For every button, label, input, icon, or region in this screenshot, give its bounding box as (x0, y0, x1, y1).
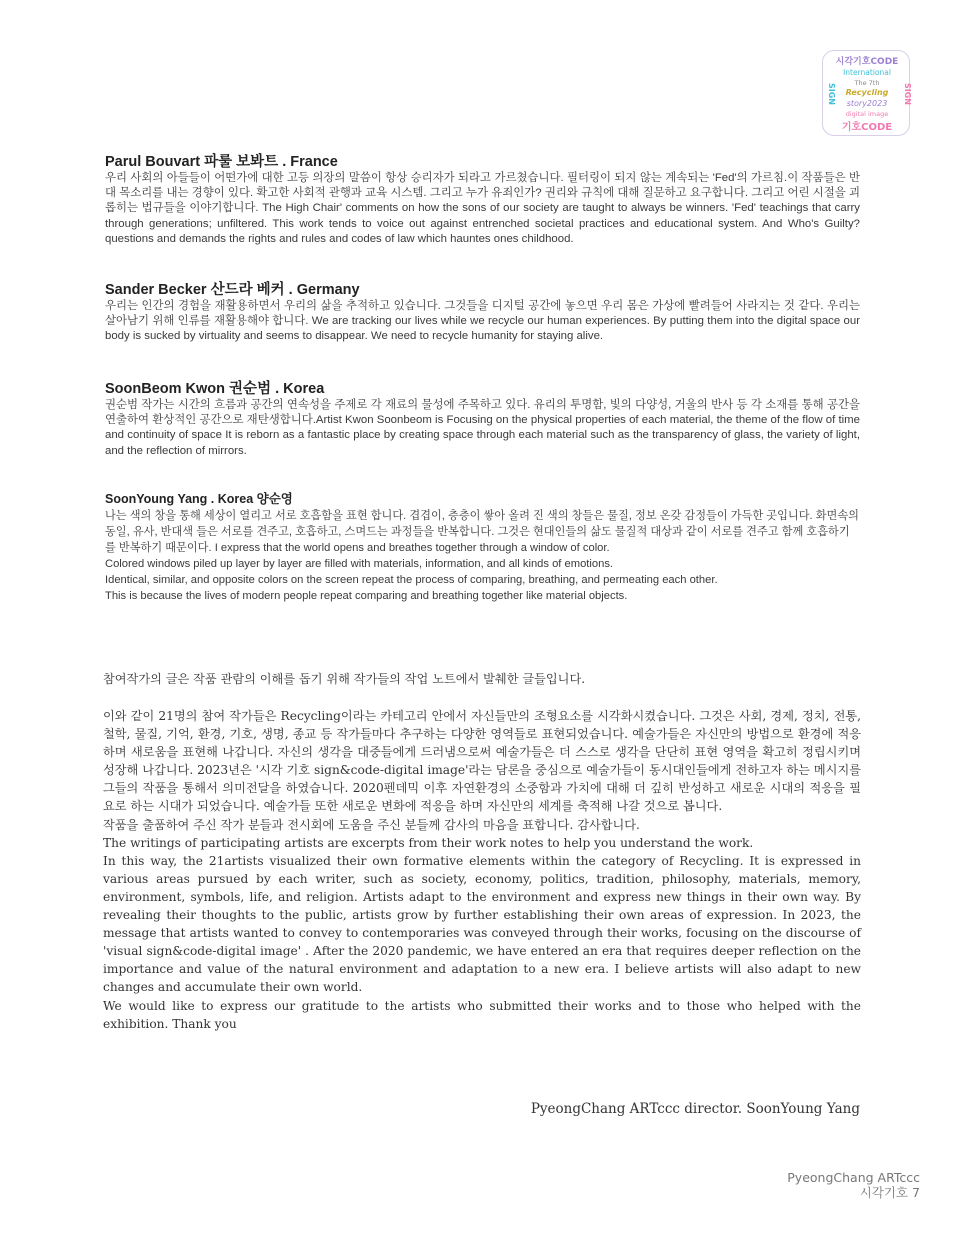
director-signature: PyeongChang ARTccc director. SoonYoung Yang (530, 1101, 860, 1117)
artist-entry-soonyoung (105, 490, 860, 604)
logo-line-6: digital image (845, 110, 889, 118)
logo-line-5: story2023 (846, 99, 888, 108)
artist-entry-parul (105, 153, 860, 247)
page-footer (787, 1170, 920, 1200)
artist-entry-sander (105, 281, 860, 345)
essay-intro (103, 670, 861, 688)
logo-side-right: SIGN (903, 83, 912, 105)
statement-line: Colored windows piled up layer by layer are filled with materials, information, and all kinds of emotions. (105, 558, 614, 570)
essay-korean-thanks: 작품을 출품하여 주신 작가 분들과 전시회에 도움을 주신 분들께 감사의 마음을 표합니다. 감사합니다. (103, 817, 640, 832)
essay-english-intro: The writings of participating artists are excerpts from their work notes to help you understand the work. (103, 835, 754, 850)
exhibition-logo (822, 50, 910, 136)
logo-line-3: The 7th (854, 79, 880, 87)
artist-entry-soonbeom (105, 380, 860, 459)
logo-line-2: International (843, 68, 891, 77)
artist-statement: 우리 사회의 아들들이 어떤가에 대한 고등 의장의 말씀이 항상 승리자가 되라고 가르쳤습니다. 필터링이 되지 않는 계속되는 'Fed'의 가르침.이 작품들은 반대 목소리를 내는 경향이 있다. 확고한 사회적 관행과 교육 시스템. 그리고 누가 유죄인가? 권리와 규칙에 대해 질문하고 요구합니다. 그리고 어린 시절을 괴롭히는 법규들을 이야기합니다. The High Chair' comments on how the sons of our society are taught to always be winners. 'Fed' teachings that carry through generations; unfiltered. This work tends to voice out against entrenched societal practices and educational system. And Who's Guilty? questions and demands the rights and rules and codes of law which hauntes ones childhood. (105, 172, 860, 245)
artist-name: SoonBeom Kwon 권순범 . Korea (105, 381, 325, 397)
logo-line-4: Recycling (845, 88, 889, 97)
statement-line: Identical, similar, and opposite colors on the screen repeat the process of comparing, breathing, and permeating each other. (105, 574, 718, 586)
essay-body (103, 707, 861, 1033)
statement-line: This is because the lives of modern people repeat comparing and breathing together like material objects. (105, 590, 628, 602)
logo-line-1: 시각기호CODE (835, 57, 899, 67)
logo-line-7: 기호CODE (841, 122, 893, 133)
logo-side-left: SIGN (827, 83, 836, 105)
essay-english-thanks: We would like to express our gratitude to the artists who submitted their works and to those who helped with the exhibition. Thank you (103, 998, 861, 1031)
essay-english-body: In this way, the 21artists visualized their own formative elements within the category of Recycling. It is expressed in various areas pursued by each writer, such as society, economy, politics, tradition, philosophy, materials, memory, environment, symbols, life, and religion. Artists adapt to the environment and express new things in their own way. By revealing their thoughts to the public, artists grow by further establishing their own areas of expression. In 2023, the message that artists wanted to convey to contemporaries was conveyed through their works, focusing on the discourse of 'visual sign&code-digital image' . After the 2020 pandemic, we have entered an era that requires deeper reflection on the importance and value of the natural environment and adaptation to a new era. I believe artists will also adapt to new changes and accumulate their own world. (103, 853, 861, 995)
artist-statement: 우리는 인간의 경험을 재활용하면서 우리의 삶을 추적하고 있습니다. 그것들을 디지털 공간에 놓으면 우리 몸은 가상에 빨려들어 사라지는 것 같다. 우리는 살아남기 위해 인류를 재활용해야 합니다. We are tracking our lives while we recycle our human experiences. By putting them into the digital space our body is sucked by virtuality and seems to disappear. We need to recycle humanity for staying alive. (105, 300, 860, 343)
footer-page-number: 시각기호 7 (859, 1185, 920, 1200)
essay-korean-body: 이와 같이 21명의 참여 작가들은 Recycling이라는 카테고리 안에서 자신들만의 조형요소를 시각화시켰습니다. 그것은 사회, 경제, 정치, 전통, 철학, 물질, 기억, 환경, 기호, 생명, 종교 등 작가들마다 추구하는 다양한 영역들로 표현되었습니다. 예술가들은 자신만의 방법으로 환경에 적응하며 새로움을 표현해 나갑니다. 자신의 생각을 대중들에게 드러냄으로써 예술가들은 더 스스로 생각을 단단히 표현 영역을 확고히 정립시키며 성장해 나갑니다. 2023년은 '시각 기호 sign&code-digital image'라는 담론을 중심으로 예술가들이 동시대인들에게 전하고자 하는 메시지를 그들의 작품을 통해서 의미전달을 하였습니다. 2020펜데믹 이후 자연환경의 소중함과 가치에 대해 더 깊히 반성하고 새로운 시대의 적응을 필요로 하는 시대가 되었습니다. 예술가들 또한 새로운 변화에 적응을 하며 자신만의 세계를 축적해 나갈 것으로 봅니다. (103, 709, 861, 814)
footer-publisher: PyeongChang ARTccc (787, 1170, 920, 1185)
artist-statement: 권순범 작가는 시간의 흐름과 공간의 연속성을 주제로 각 재료의 물성에 주목하고 있다. 유리의 투명함, 빛의 다양성, 거울의 반사 등 각 소재를 통해 공간을 연출하여 환상적인 공간으로 재탄생합니다.Artist Kwon Soonbeom is Focusing on the physical properties of each material, the theme of the flow of time and continuity of space It is reborn as a fantastic place by creating space through each material such as the transparency of glass, the variety of light, and the reflection of mirrors. (105, 399, 860, 457)
artist-name: Parul Bouvart 파룰 보봐트 . France (105, 154, 338, 170)
artist-name: SoonYoung Yang . Korea 양순영 (105, 492, 293, 506)
artist-name: Sander Becker 산드라 베커 . Germany (105, 282, 360, 298)
logo-graphic (823, 51, 911, 137)
artist-statement (105, 508, 860, 604)
statement-line: 나는 색의 창을 통해 세상이 열리고 서로 호흡함을 표현 합니다. 겹겹이, 층층이 쌓아 올려 진 색의 창들은 물질, 정보 온갖 감정들이 가득한 곳입니다. 화면속의 동일, 유사, 반대색 들은 서로를 견주고, 호흡하고, 스며드는 과정들을 반복합니다. 그것은 현대인들의 삶도 물질적 대상과 같이 서로를 견주고 함께 호흡하기를 반복하기 때문이다. I express that the world opens and breathes together through a window of color. (105, 510, 859, 554)
essay-intro-text: 참여작가의 글은 작품 관람의 이해를 돕기 위해 작가들의 작업 노트에서 발췌한 글들입니다. (103, 672, 586, 686)
